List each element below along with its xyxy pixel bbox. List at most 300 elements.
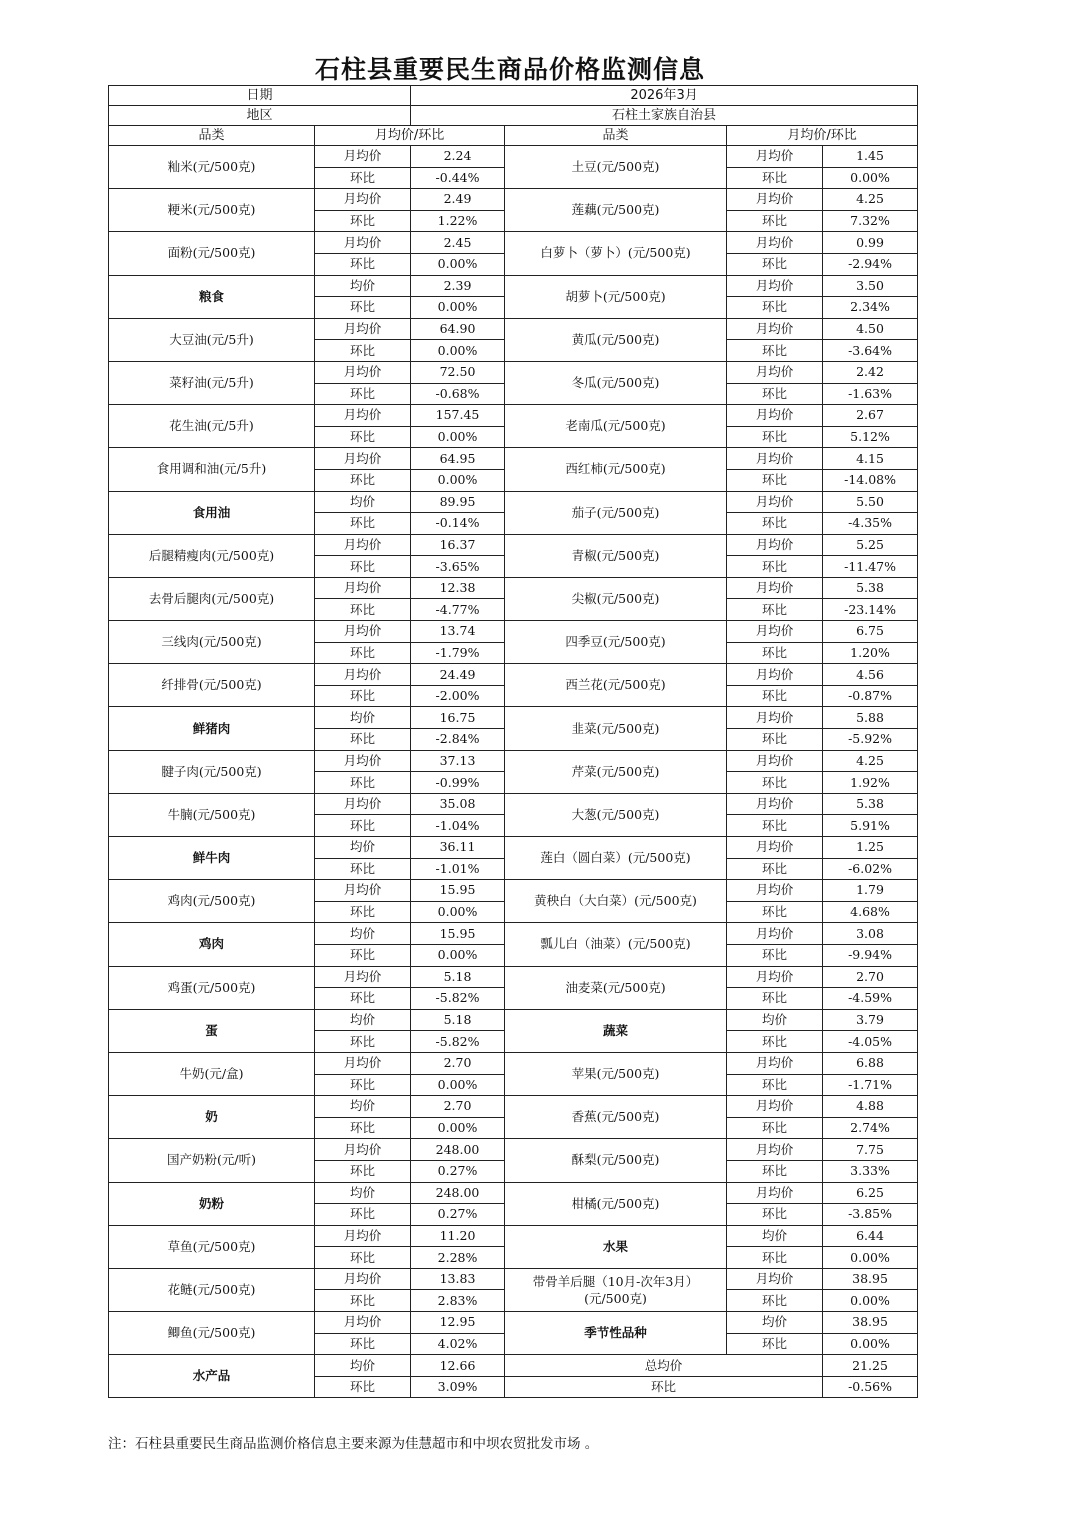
right-price-value: 2.70	[823, 966, 918, 988]
left-item-name: 菜籽油(元/5升)	[109, 361, 315, 404]
table-row	[109, 1355, 918, 1377]
left-price-label: 月均价	[315, 1268, 411, 1290]
left-change-label: 环比	[315, 253, 411, 275]
left-price-label: 月均价	[315, 664, 411, 686]
right-item-name: 莲藕(元/500克)	[505, 189, 727, 232]
right-change-label: 环比	[727, 642, 823, 664]
total-price-label: 总均价	[505, 1355, 823, 1377]
left-change-value: 0.00%	[411, 469, 505, 491]
right-price-value: 5.38	[823, 577, 918, 599]
right-change-label: 环比	[727, 772, 823, 794]
date-row	[109, 86, 918, 106]
left-price-value: 248.00	[411, 1139, 505, 1161]
left-item-name: 食用调和油(元/5升)	[109, 448, 315, 491]
left-change-value: -5.82%	[411, 988, 505, 1010]
left-change-label: 环比	[315, 944, 411, 966]
right-item-name: 胡萝卜(元/500克)	[505, 275, 727, 318]
table-row	[109, 189, 918, 211]
right-change-value: 2.34%	[823, 297, 918, 319]
region-value: 石柱土家族自治县	[411, 106, 918, 126]
right-item-name: 芹菜(元/500克)	[505, 750, 727, 793]
left-change-label: 环比	[315, 642, 411, 664]
left-price-value: 64.95	[411, 448, 505, 470]
right-price-value: 38.95	[823, 1312, 918, 1334]
table-row	[109, 750, 918, 772]
left-price-label: 均价	[315, 1009, 411, 1031]
total-price-value: 21.25	[823, 1355, 918, 1377]
right-change-label: 环比	[727, 1247, 823, 1269]
left-price-label: 月均价	[315, 1139, 411, 1161]
right-price-label: 月均价	[727, 837, 823, 859]
left-price-label: 月均价	[315, 448, 411, 470]
left-item-name: 花生油(元/5升)	[109, 405, 315, 448]
table-row	[109, 232, 918, 254]
right-price-label: 月均价	[727, 275, 823, 297]
right-change-label: 环比	[727, 901, 823, 923]
right-price-label: 月均价	[727, 880, 823, 902]
right-item-name: 老南瓜(元/500克)	[505, 405, 727, 448]
right-item-name: 四季豆(元/500克)	[505, 621, 727, 664]
left-change-value: -4.77%	[411, 599, 505, 621]
right-change-value: -14.08%	[823, 469, 918, 491]
left-price-value: 15.95	[411, 880, 505, 902]
left-item-name: 籼米(元/500克)	[109, 146, 315, 189]
right-price-label: 月均价	[727, 1139, 823, 1161]
footnote: 注：石柱县重要民生商品监测价格信息主要来源为佳慧超市和中坝农贸批发市场 。	[108, 1436, 599, 1452]
right-price-value: 4.25	[823, 750, 918, 772]
right-price-label: 月均价	[727, 1182, 823, 1204]
left-price-value: 5.18	[411, 1009, 505, 1031]
left-price-value: 37.13	[411, 750, 505, 772]
left-price-label: 月均价	[315, 1225, 411, 1247]
right-item-name: 青椒(元/500克)	[505, 534, 727, 577]
right-price-label: 月均价	[727, 361, 823, 383]
right-item-name: 茄子(元/500克)	[505, 491, 727, 534]
left-item-name: 蛋	[109, 1009, 315, 1052]
right-price-value: 6.25	[823, 1182, 918, 1204]
left-change-label: 环比	[315, 858, 411, 880]
right-price-label: 月均价	[727, 1268, 823, 1290]
left-price-label: 均价	[315, 1182, 411, 1204]
left-item-name: 奶粉	[109, 1182, 315, 1225]
right-item-name: 季节性品种	[505, 1312, 727, 1355]
right-change-label: 环比	[727, 944, 823, 966]
right-price-value: 1.79	[823, 880, 918, 902]
right-price-label: 月均价	[727, 793, 823, 815]
right-price-value: 1.25	[823, 837, 918, 859]
column-header-category-left: 品类	[109, 126, 315, 146]
left-price-label: 均价	[315, 491, 411, 513]
left-price-value: 5.18	[411, 966, 505, 988]
left-change-label: 环比	[315, 297, 411, 319]
right-price-value: 3.08	[823, 923, 918, 945]
total-change-value: -0.56%	[823, 1376, 918, 1398]
table-row	[109, 1139, 918, 1161]
right-item-name: 大葱(元/500克)	[505, 793, 727, 836]
left-price-value: 64.90	[411, 318, 505, 340]
right-price-label: 月均价	[727, 923, 823, 945]
right-item-name: 冬瓜(元/500克)	[505, 361, 727, 404]
right-change-value: -1.63%	[823, 383, 918, 405]
right-change-label: 环比	[727, 858, 823, 880]
page-title: 石柱县重要民生商品价格监测信息	[314, 55, 705, 84]
right-price-value: 2.67	[823, 405, 918, 427]
table-row	[109, 880, 918, 902]
left-change-label: 环比	[315, 469, 411, 491]
table-row	[109, 1182, 918, 1204]
left-price-value: 2.70	[411, 1052, 505, 1074]
left-price-label: 月均价	[315, 1312, 411, 1334]
left-item-name: 大豆油(元/5升)	[109, 318, 315, 361]
right-change-label: 环比	[727, 988, 823, 1010]
left-price-label: 月均价	[315, 880, 411, 902]
right-price-label: 月均价	[727, 318, 823, 340]
right-change-value: -11.47%	[823, 556, 918, 578]
left-change-label: 环比	[315, 210, 411, 232]
left-item-name: 去骨后腿肉(元/500克)	[109, 577, 315, 620]
left-price-value: 36.11	[411, 837, 505, 859]
column-header-price-left: 月均价/环比	[315, 126, 505, 146]
left-change-label: 环比	[315, 1074, 411, 1096]
left-item-name: 鲫鱼(元/500克)	[109, 1312, 315, 1355]
left-change-value: 0.00%	[411, 297, 505, 319]
right-change-label: 环比	[727, 556, 823, 578]
right-change-value: -6.02%	[823, 858, 918, 880]
right-change-value: -4.35%	[823, 513, 918, 535]
left-change-label: 环比	[315, 1333, 411, 1355]
left-change-label: 环比	[315, 426, 411, 448]
right-price-label: 月均价	[727, 1096, 823, 1118]
left-price-value: 248.00	[411, 1182, 505, 1204]
left-price-label: 均价	[315, 1096, 411, 1118]
right-change-value: 0.00%	[823, 1247, 918, 1269]
left-change-value: -0.44%	[411, 167, 505, 189]
table-row	[109, 1009, 918, 1031]
left-change-label: 环比	[315, 340, 411, 362]
right-change-value: -0.87%	[823, 685, 918, 707]
left-price-value: 2.70	[411, 1096, 505, 1118]
right-change-value: -3.64%	[823, 340, 918, 362]
left-price-value: 12.38	[411, 577, 505, 599]
right-item-name: 带骨羊后腿（10月-次年3月）(元/500克)	[505, 1268, 727, 1311]
right-price-label: 均价	[727, 1225, 823, 1247]
left-change-value: 0.27%	[411, 1204, 505, 1226]
column-header-row	[109, 126, 918, 146]
right-item-name: 瓢儿白（油菜）(元/500克)	[505, 923, 727, 966]
left-price-value: 16.75	[411, 707, 505, 729]
right-item-name: 白萝卜（萝卜）(元/500克)	[505, 232, 727, 275]
right-price-value: 1.45	[823, 146, 918, 168]
left-change-label: 环比	[315, 988, 411, 1010]
right-price-value: 4.50	[823, 318, 918, 340]
right-change-label: 环比	[727, 685, 823, 707]
right-change-value: -5.92%	[823, 729, 918, 751]
right-change-label: 环比	[727, 340, 823, 362]
right-price-value: 4.15	[823, 448, 918, 470]
right-price-value: 5.25	[823, 534, 918, 556]
right-item-name: 黄瓜(元/500克)	[505, 318, 727, 361]
right-change-value: -1.71%	[823, 1074, 918, 1096]
right-change-value: -4.05%	[823, 1031, 918, 1053]
table-row	[109, 318, 918, 340]
left-change-value: -1.79%	[411, 642, 505, 664]
right-change-value: 0.00%	[823, 1290, 918, 1312]
left-price-value: 2.39	[411, 275, 505, 297]
left-price-label: 月均价	[315, 189, 411, 211]
right-price-value: 6.75	[823, 621, 918, 643]
right-price-label: 月均价	[727, 146, 823, 168]
left-price-value: 35.08	[411, 793, 505, 815]
table-row	[109, 448, 918, 470]
left-price-value: 12.95	[411, 1312, 505, 1334]
right-change-label: 环比	[727, 729, 823, 751]
right-price-label: 月均价	[727, 232, 823, 254]
right-price-value: 4.88	[823, 1096, 918, 1118]
left-price-label: 月均价	[315, 750, 411, 772]
right-change-value: 5.91%	[823, 815, 918, 837]
right-change-value: 1.20%	[823, 642, 918, 664]
left-change-value: 0.00%	[411, 1074, 505, 1096]
left-change-value: 4.02%	[411, 1333, 505, 1355]
right-price-value: 5.38	[823, 793, 918, 815]
right-change-label: 环比	[727, 253, 823, 275]
left-change-label: 环比	[315, 383, 411, 405]
left-change-label: 环比	[315, 599, 411, 621]
right-change-value: -2.94%	[823, 253, 918, 275]
left-price-value: 15.95	[411, 923, 505, 945]
left-price-value: 72.50	[411, 361, 505, 383]
left-price-value: 11.20	[411, 1225, 505, 1247]
right-item-name: 水果	[505, 1225, 727, 1268]
right-change-label: 环比	[727, 383, 823, 405]
left-change-value: -3.65%	[411, 556, 505, 578]
left-change-label: 环比	[315, 1031, 411, 1053]
left-price-value: 2.49	[411, 189, 505, 211]
right-change-value: 0.00%	[823, 167, 918, 189]
left-price-label: 月均价	[315, 577, 411, 599]
right-change-value: -3.85%	[823, 1204, 918, 1226]
left-change-label: 环比	[315, 513, 411, 535]
right-change-label: 环比	[727, 426, 823, 448]
right-price-value: 5.50	[823, 491, 918, 513]
right-change-value: 2.74%	[823, 1117, 918, 1139]
left-item-name: 国产奶粉(元/听)	[109, 1139, 315, 1182]
right-change-label: 环比	[727, 1117, 823, 1139]
left-item-name: 鲜牛肉	[109, 837, 315, 880]
right-price-value: 6.44	[823, 1225, 918, 1247]
left-change-label: 环比	[315, 901, 411, 923]
date-value: 2026年3月	[411, 86, 918, 106]
left-item-name: 三线肉(元/500克)	[109, 621, 315, 664]
right-change-label: 环比	[727, 513, 823, 535]
left-price-label: 月均价	[315, 793, 411, 815]
left-item-name: 鸡肉	[109, 923, 315, 966]
right-item-name: 尖椒(元/500克)	[505, 577, 727, 620]
left-price-value: 13.74	[411, 621, 505, 643]
right-change-label: 环比	[727, 1160, 823, 1182]
right-change-label: 环比	[727, 1031, 823, 1053]
left-change-label: 环比	[315, 1290, 411, 1312]
left-item-name: 花鲢(元/500克)	[109, 1268, 315, 1311]
date-label: 日期	[109, 86, 411, 106]
left-change-value: -0.99%	[411, 772, 505, 794]
right-change-value: -9.94%	[823, 944, 918, 966]
left-price-value: 157.45	[411, 405, 505, 427]
right-item-name: 柑橘(元/500克)	[505, 1182, 727, 1225]
right-change-label: 环比	[727, 1204, 823, 1226]
left-item-name: 草鱼(元/500克)	[109, 1225, 315, 1268]
left-change-value: 0.00%	[411, 944, 505, 966]
table-row	[109, 577, 918, 599]
right-price-label: 均价	[727, 1009, 823, 1031]
left-item-name: 食用油	[109, 491, 315, 534]
left-change-value: -2.84%	[411, 729, 505, 751]
table-row	[109, 146, 918, 168]
left-price-label: 均价	[315, 275, 411, 297]
left-price-value: 24.49	[411, 664, 505, 686]
left-price-label: 均价	[315, 923, 411, 945]
left-price-label: 均价	[315, 1355, 411, 1377]
right-item-name: 土豆(元/500克)	[505, 146, 727, 189]
left-change-value: 1.22%	[411, 210, 505, 232]
right-change-label: 环比	[727, 599, 823, 621]
left-item-name: 后腿精瘦肉(元/500克)	[109, 534, 315, 577]
left-change-value: 2.83%	[411, 1290, 505, 1312]
left-price-value: 89.95	[411, 491, 505, 513]
left-change-value: -1.04%	[411, 815, 505, 837]
left-price-label: 月均价	[315, 1052, 411, 1074]
left-change-value: 3.09%	[411, 1376, 505, 1398]
right-change-label: 环比	[727, 167, 823, 189]
left-price-label: 月均价	[315, 318, 411, 340]
left-item-name: 鸡肉(元/500克)	[109, 880, 315, 923]
right-price-label: 月均价	[727, 534, 823, 556]
left-change-value: 0.00%	[411, 426, 505, 448]
left-price-label: 月均价	[315, 405, 411, 427]
region-label: 地区	[109, 106, 411, 126]
right-change-label: 环比	[727, 815, 823, 837]
right-price-label: 月均价	[727, 707, 823, 729]
price-table	[108, 85, 918, 1398]
table-row	[109, 405, 918, 427]
left-item-name: 腱子肉(元/500克)	[109, 750, 315, 793]
right-price-value: 7.75	[823, 1139, 918, 1161]
left-change-value: 0.00%	[411, 1117, 505, 1139]
left-change-label: 环比	[315, 167, 411, 189]
left-change-label: 环比	[315, 1247, 411, 1269]
table-row	[109, 1268, 918, 1290]
right-price-value: 3.50	[823, 275, 918, 297]
left-change-label: 环比	[315, 685, 411, 707]
column-header-category-right: 品类	[505, 126, 727, 146]
right-change-value: 3.33%	[823, 1160, 918, 1182]
right-price-value: 3.79	[823, 1009, 918, 1031]
table-row	[109, 361, 918, 383]
right-price-value: 6.88	[823, 1052, 918, 1074]
table-row	[109, 793, 918, 815]
left-item-name: 粮食	[109, 275, 315, 318]
right-item-name: 油麦菜(元/500克)	[505, 966, 727, 1009]
right-price-value: 4.25	[823, 189, 918, 211]
left-change-value: 0.27%	[411, 1160, 505, 1182]
right-change-label: 环比	[727, 210, 823, 232]
right-item-name: 酥梨(元/500克)	[505, 1139, 727, 1182]
right-change-label: 环比	[727, 1074, 823, 1096]
right-item-name: 蔬菜	[505, 1009, 727, 1052]
right-price-value: 5.88	[823, 707, 918, 729]
table-row	[109, 1312, 918, 1334]
total-change-label: 环比	[505, 1376, 823, 1398]
right-price-value: 0.99	[823, 232, 918, 254]
region-row	[109, 106, 918, 126]
left-change-value: 0.00%	[411, 901, 505, 923]
table-row	[109, 923, 918, 945]
left-price-label: 均价	[315, 837, 411, 859]
table-row	[109, 1096, 918, 1118]
left-price-value: 12.66	[411, 1355, 505, 1377]
left-item-name: 鲜猪肉	[109, 707, 315, 750]
table-row	[109, 837, 918, 859]
right-change-value: 0.00%	[823, 1333, 918, 1355]
right-price-label: 月均价	[727, 189, 823, 211]
left-item-name: 粳米(元/500克)	[109, 189, 315, 232]
left-price-label: 月均价	[315, 621, 411, 643]
left-change-label: 环比	[315, 1117, 411, 1139]
left-item-name: 水产品	[109, 1355, 315, 1398]
left-change-value: -5.82%	[411, 1031, 505, 1053]
left-change-label: 环比	[315, 556, 411, 578]
left-price-label: 月均价	[315, 232, 411, 254]
right-price-label: 月均价	[727, 577, 823, 599]
table-row	[109, 966, 918, 988]
left-item-name: 牛奶(元/盒)	[109, 1052, 315, 1095]
table-row	[109, 1225, 918, 1247]
right-price-label: 月均价	[727, 621, 823, 643]
table-row	[109, 534, 918, 556]
left-price-label: 均价	[315, 707, 411, 729]
right-item-name: 韭菜(元/500克)	[505, 707, 727, 750]
left-price-value: 2.45	[411, 232, 505, 254]
table-row	[109, 707, 918, 729]
left-change-label: 环比	[315, 729, 411, 751]
table-row	[109, 1052, 918, 1074]
left-price-value: 2.24	[411, 146, 505, 168]
left-change-value: -0.68%	[411, 383, 505, 405]
left-change-label: 环比	[315, 1204, 411, 1226]
left-change-value: -0.14%	[411, 513, 505, 535]
left-price-label: 月均价	[315, 966, 411, 988]
left-change-label: 环比	[315, 1160, 411, 1182]
table-row	[109, 664, 918, 686]
right-change-label: 环比	[727, 297, 823, 319]
left-change-value: 2.28%	[411, 1247, 505, 1269]
right-price-label: 月均价	[727, 664, 823, 686]
right-price-value: 4.56	[823, 664, 918, 686]
left-change-label: 环比	[315, 1376, 411, 1398]
left-price-label: 月均价	[315, 361, 411, 383]
right-price-label: 均价	[727, 1312, 823, 1334]
right-change-value: 7.32%	[823, 210, 918, 232]
left-change-value: -2.00%	[411, 685, 505, 707]
table-row	[109, 275, 918, 297]
table-row	[109, 491, 918, 513]
right-change-label: 环比	[727, 469, 823, 491]
right-item-name: 西兰花(元/500克)	[505, 664, 727, 707]
left-price-value: 16.37	[411, 534, 505, 556]
right-price-label: 月均价	[727, 750, 823, 772]
right-change-value: -4.59%	[823, 988, 918, 1010]
right-price-label: 月均价	[727, 405, 823, 427]
